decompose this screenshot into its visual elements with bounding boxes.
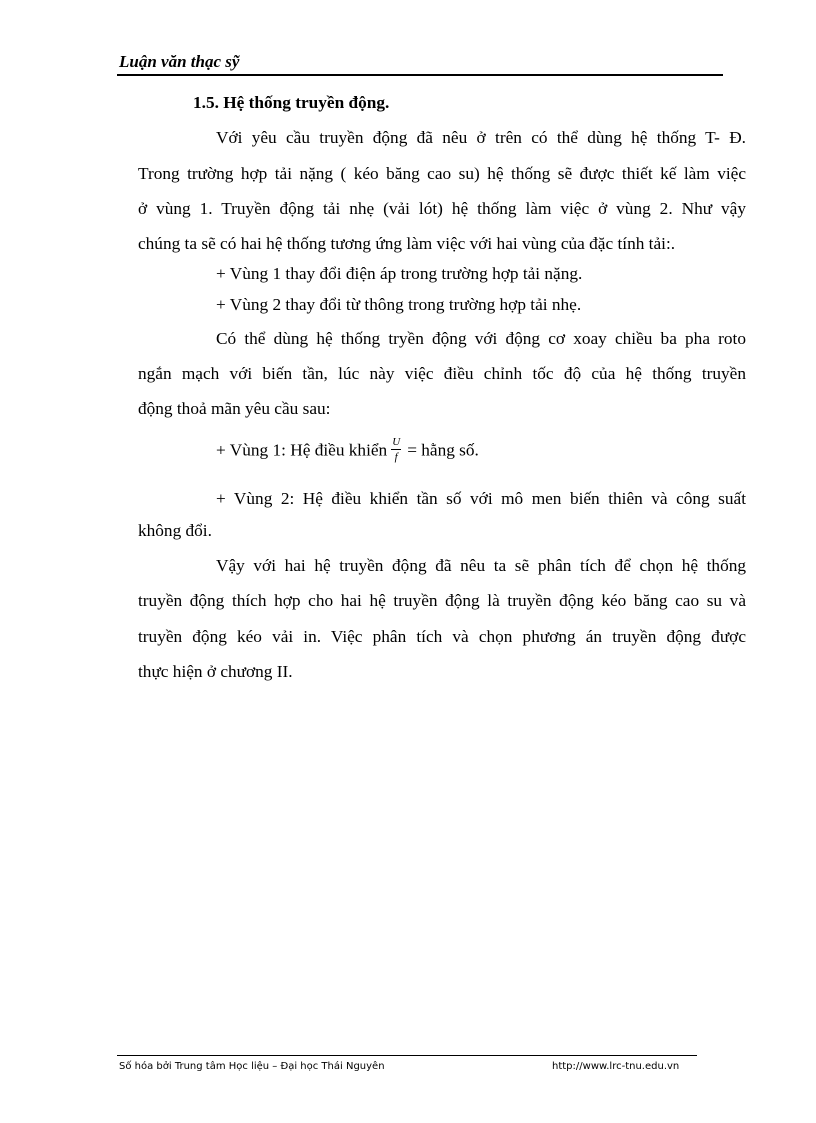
paragraph-3-line-2: không đổi. bbox=[138, 521, 212, 540]
formula-suffix: = hằng số. bbox=[407, 440, 479, 460]
fraction-denominator: f bbox=[394, 451, 398, 463]
section-heading: 1.5. Hệ thống truyền động. bbox=[193, 93, 390, 112]
paragraph-2-line-1: Có thể dùng hệ thống tryền động với động cơ xoay chiều ba pha roto bbox=[216, 329, 746, 348]
paragraph-4-line-3: truyền động kéo vải in. Việc phân tích và chọn phương án truyền động được bbox=[138, 627, 746, 646]
paragraph-1-line-4: chúng ta sẽ có hai hệ thống tương ứng làm việc với hai vùng của đặc tính tải:. bbox=[138, 234, 676, 253]
paragraph-1-line-1: Với yêu cầu truyền động đã nêu ở trên có thể dùng hệ thống T- Đ. bbox=[216, 128, 746, 147]
paragraph-1-line-2: Trong trường hợp tải nặng ( kéo băng cao su) hệ thống sẽ được thiết kế làm việc bbox=[138, 164, 746, 183]
fraction-numerator: U bbox=[392, 436, 401, 448]
header-divider bbox=[117, 74, 723, 76]
formula-prefix: + Vùng 1: Hệ điều khiển bbox=[216, 440, 388, 460]
bullet-zone-2: + Vùng 2 thay đổi từ thông trong trường hợp tải nhẹ. bbox=[216, 295, 582, 314]
paragraph-1-line-3: ở vùng 1. Truyền động tải nhẹ (vải lót) hệ thống làm việc ở vùng 2. Như vậy bbox=[138, 199, 746, 218]
footer-source-text: Số hóa bởi Trung tâm Học liệu – Đại học Thái Nguyên bbox=[119, 1061, 385, 1072]
footer-divider bbox=[117, 1055, 697, 1056]
running-header-title: Luận văn thạc sỹ bbox=[119, 52, 240, 71]
footer-url-link[interactable]: http://www.lrc-tnu.edu.vn bbox=[552, 1061, 680, 1072]
paragraph-2-line-3: động thoả mãn yêu cầu sau: bbox=[138, 399, 331, 418]
u-over-f-fraction bbox=[391, 436, 401, 463]
paragraph-4-line-2: truyền động thích hợp cho hai hệ truyền động là truyền động kéo băng cao su và bbox=[138, 591, 746, 610]
formula-line bbox=[216, 438, 479, 465]
paragraph-2-line-2: ngắn mạch với biến tần, lúc này việc điều chỉnh tốc độ của hệ thống truyền bbox=[138, 364, 746, 383]
paragraph-4-line-1: Vậy với hai hệ truyền động đã nêu ta sẽ phân tích để chọn hệ thống bbox=[216, 556, 746, 575]
paragraph-4-line-4: thực hiện ở chương II. bbox=[138, 662, 293, 681]
fraction-bar bbox=[391, 449, 401, 450]
bullet-zone-1: + Vùng 1 thay đổi điện áp trong trường hợp tải nặng. bbox=[216, 264, 583, 283]
paragraph-3-line-1: + Vùng 2: Hệ điều khiển tần số với mô men biến thiên và công suất bbox=[216, 489, 746, 508]
